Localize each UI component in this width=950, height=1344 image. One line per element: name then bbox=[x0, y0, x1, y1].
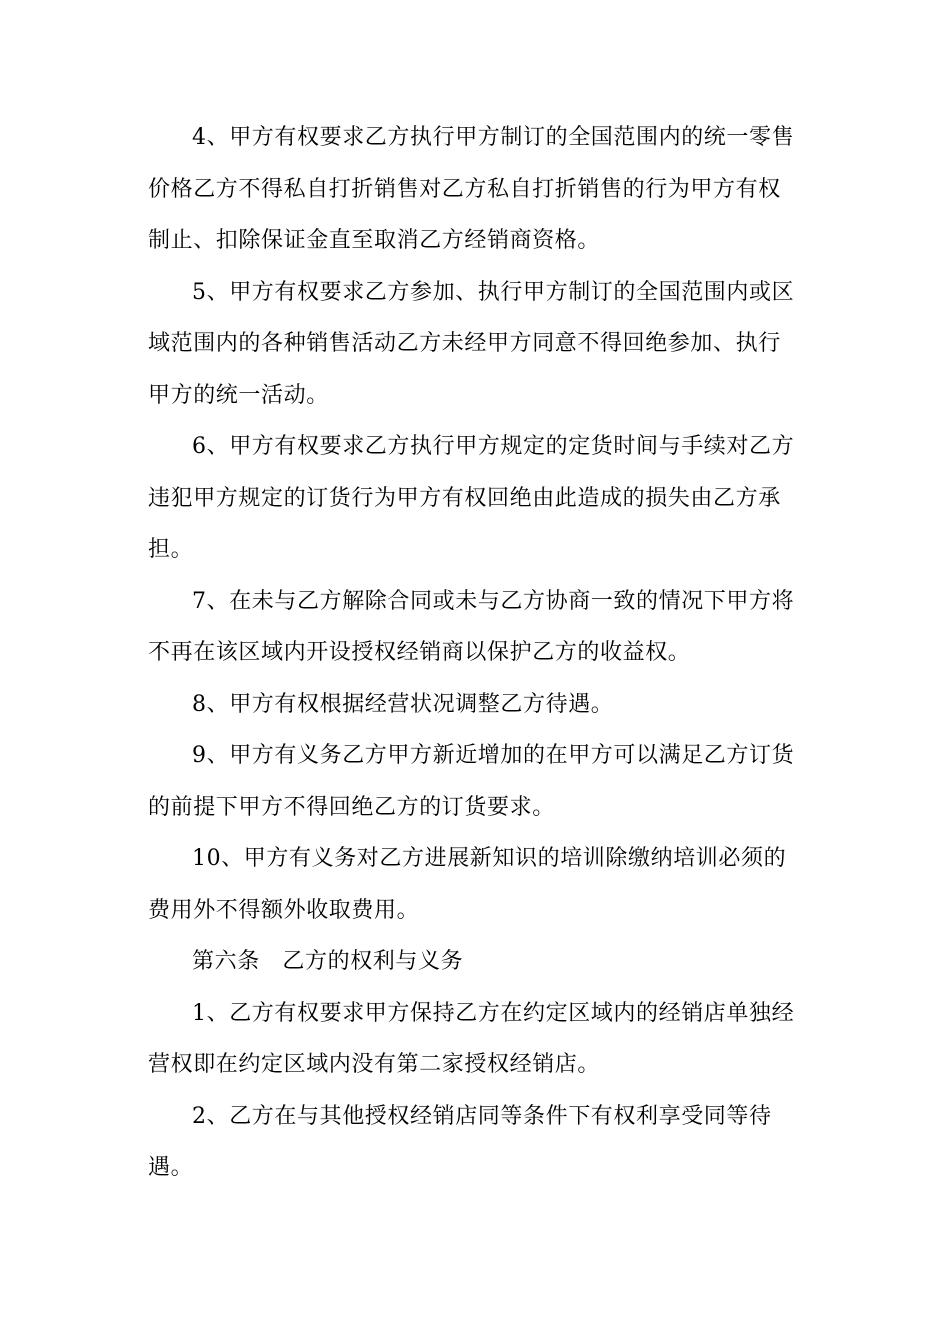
paragraph-clause-5: 5、甲方有权要求乙方参加、执行甲方制订的全国范围内或区域范围内的各种销售活动乙方未经甲方同意不得回绝参加、执行甲方的统一活动。 bbox=[148, 279, 795, 408]
document-body bbox=[148, 112, 800, 1194]
paragraph-clause-9: 9、甲方有义务乙方甲方新近增加的在甲方可以满足乙方订货的前提下甲方不得回绝乙方的订货要求。 bbox=[148, 743, 795, 820]
paragraph-clause-4: 4、甲方有权要求乙方执行甲方制订的全国范围内的统一零售价格乙方不得私自打折销售对乙方私自打折销售的行为甲方有权制止、扣除保证金直至取消乙方经销商资格。 bbox=[148, 125, 795, 253]
paragraph-article-6-clause-2: 2、乙方在与其他授权经销店同等条件下有权利享受同等待遇。 bbox=[148, 1103, 772, 1180]
section-heading-article-6: 第六条 乙方的权利与义务 bbox=[192, 949, 464, 974]
paragraph-clause-8: 8、甲方有权根据经营状况调整乙方待遇。 bbox=[192, 691, 614, 717]
paragraph-clause-10: 10、甲方有义务对乙方进展新知识的培训除缴纳培训必须的费用外不得额外收取费用。 bbox=[148, 846, 787, 923]
paragraph-clause-6: 6、甲方有权要求乙方执行甲方规定的定货时间与手续对乙方违犯甲方规定的订货行为甲方有权回绝由此造成的损失由乙方承担。 bbox=[148, 434, 795, 562]
paragraph-article-6-clause-1: 1、乙方有权要求甲方保持乙方在约定区域内的经销店单独经营权即在约定区域内没有第二家授权经销店。 bbox=[148, 1000, 795, 1077]
paragraph-clause-7: 7、在未与乙方解除合同或未与乙方协商一致的情况下甲方将不再在该区域内开设授权经销商以保护乙方的收益权。 bbox=[148, 588, 795, 665]
